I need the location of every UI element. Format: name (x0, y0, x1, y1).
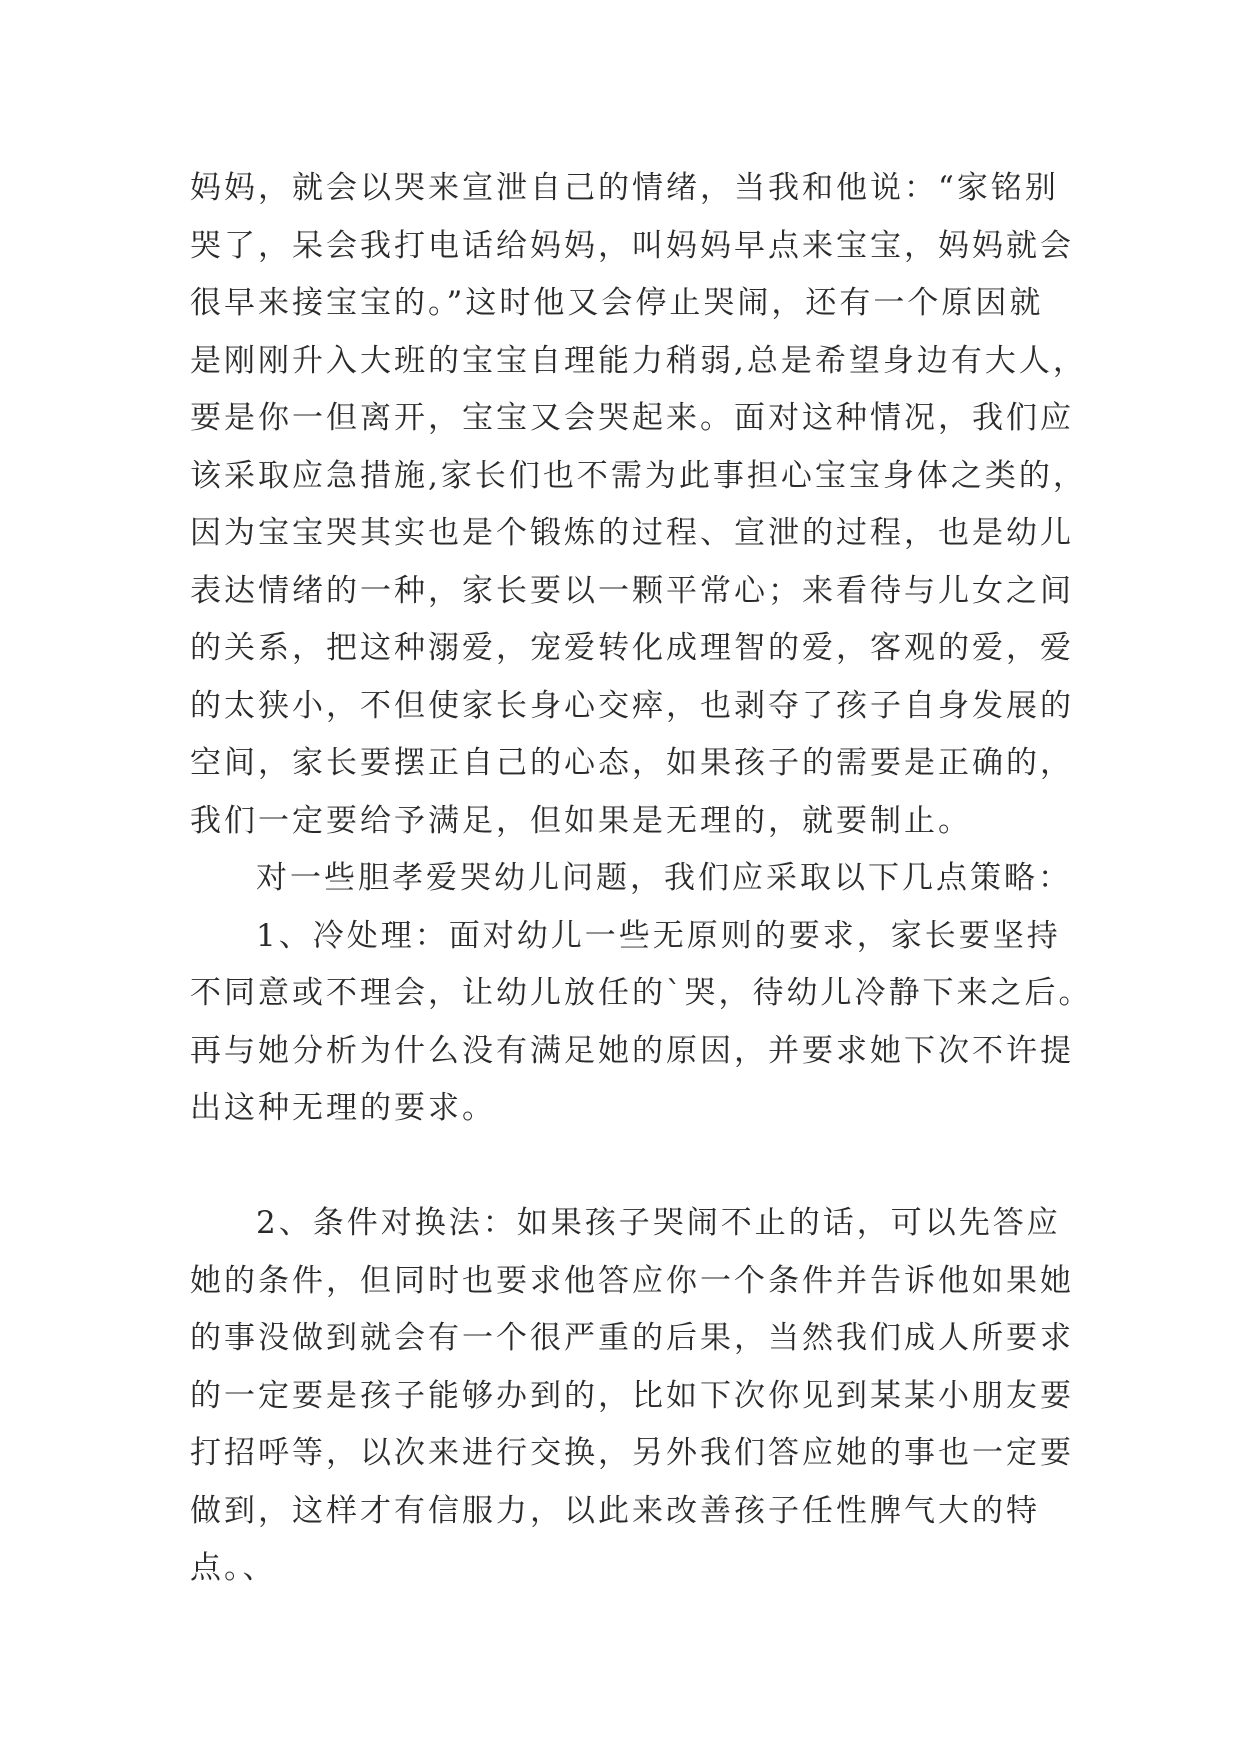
text-line: 妈妈，就会以哭来宣泄自己的情绪，当我和他说：“家铭别 (190, 170, 1059, 206)
text-line: 打招呼等，以次来进行交换，另外我们答应她的事也一定要 (190, 1435, 1074, 1471)
paragraph-spacer (190, 1138, 1050, 1196)
text-line: 我们一定要给予满足，但如果是无理的，就要制止。 (190, 802, 972, 839)
text-line: 不同意或不理会，让幼儿放任的`哭，待幼儿冷静下来之后。 (190, 975, 1093, 1011)
text-line: 的太狭小，不但使家长身心交瘁，也剥夺了孩子自身发展的 (190, 687, 1074, 724)
text-line: 对一些胆孝爱哭幼儿问题，我们应采取以下几点策略： (256, 860, 1072, 896)
text-line: 1、冷处理：面对幼儿一些无原则的要求，家长要坚持 (256, 917, 1061, 954)
text-line: 再与她分析为什么没有满足她的原因，并要求她下次不许提 (190, 1032, 1074, 1069)
text-line: 很早来接宝宝的。”这时他又会停止哭闹，还有一个原因就 (190, 285, 1044, 321)
text-line: 该采取应急措施,家长们也不需为此事担心宝宝身体之类的， (190, 457, 1087, 494)
paragraph-2 (190, 850, 1072, 908)
text-line: 她的条件，但同时也要求他答应你一个条件并告诉他如果她 (190, 1262, 1074, 1299)
paragraph-1 (190, 160, 1087, 850)
text-line: 是刚刚升入大班的宝宝自理能力稍弱,总是希望身边有大人， (190, 342, 1087, 379)
text-line: 的一定要是孩子能够办到的，比如下次你见到某某小朋友要 (190, 1377, 1074, 1414)
text-line: 2、条件对换法：如果孩子哭闹不止的话，可以先答应 (256, 1205, 1061, 1241)
text-line: 空间，家长要摆正自己的心态，如果孩子的需要是正确的， (190, 745, 1074, 781)
paragraph-4 (190, 1195, 1074, 1598)
text-line: 做到，这样才有信服力，以此来改善孩子任性脾气大的特 (190, 1492, 1040, 1529)
text-line: 的关系，把这种溺爱，宠爱转化成理智的爱，客观的爱，爱 (190, 630, 1074, 666)
text-line: 出这种无理的要求。 (190, 1090, 496, 1126)
text-line: 的事没做到就会有一个很严重的后果，当然我们成人所要求 (190, 1320, 1074, 1356)
body-text (190, 160, 1093, 1598)
text-line: 点。、 (190, 1550, 277, 1586)
text-line: 要是你一但离开，宝宝又会哭起来。面对这种情况，我们应 (190, 400, 1074, 436)
text-line: 哭了，呆会我打电话给妈妈，叫妈妈早点来宝宝，妈妈就会 (190, 227, 1074, 264)
text-line: 因为宝宝哭其实也是个锻炼的过程、宣泄的过程，也是幼儿 (190, 515, 1074, 551)
text-line: 表达情绪的一种，家长要以一颗平常心；来看待与儿女之间 (190, 572, 1074, 609)
paragraph-3 (190, 908, 1093, 1138)
